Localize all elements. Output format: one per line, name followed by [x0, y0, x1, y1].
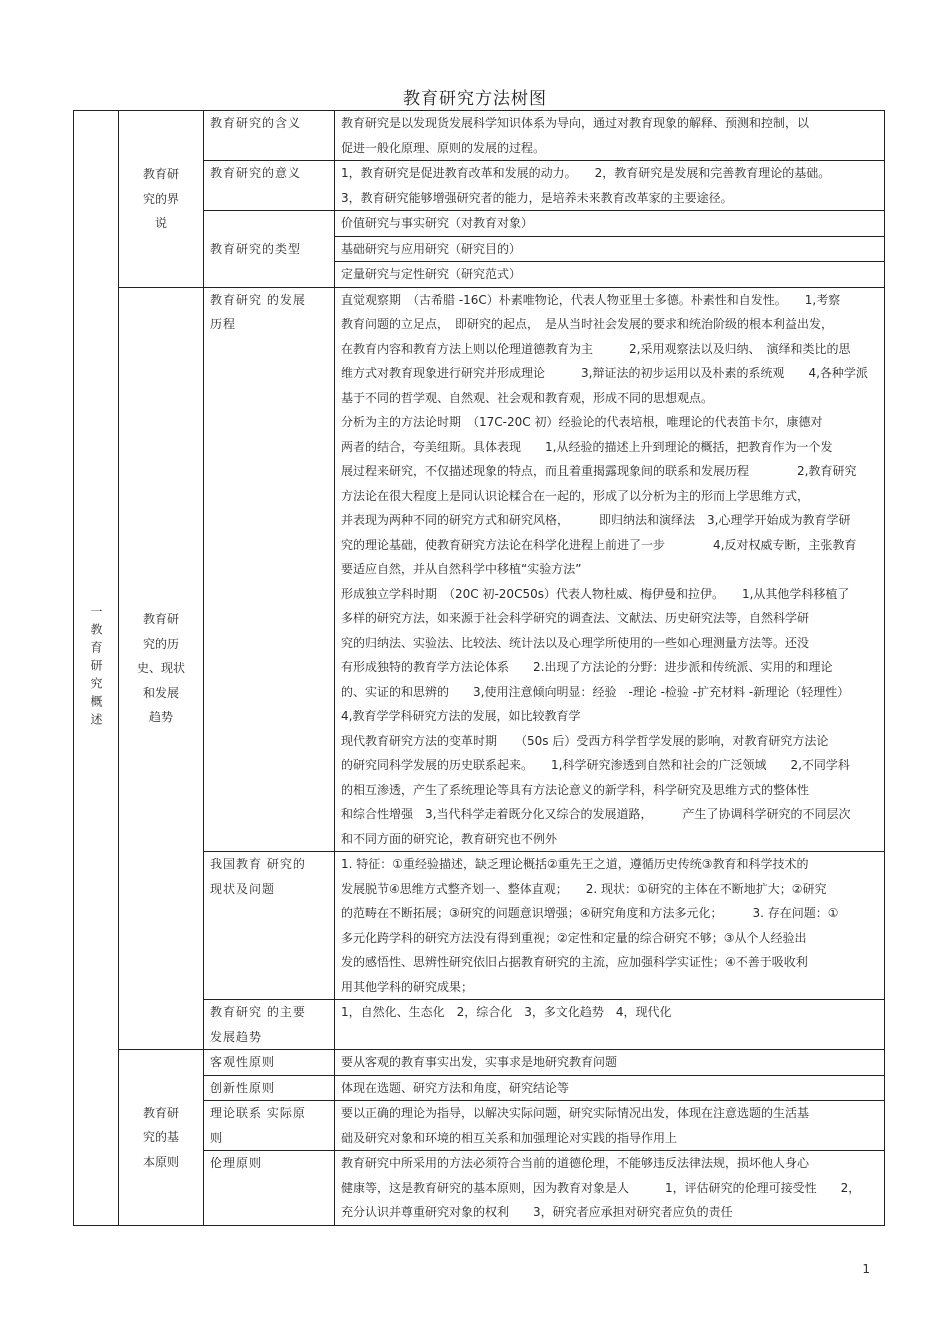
content-line: 体现在选题、研究方法和角度，研究结论等 — [341, 1080, 570, 1095]
type-cell — [335, 211, 885, 237]
content-line: 和不同方面的研究论，教育研究也不例外 — [341, 831, 558, 846]
method-tree-table — [73, 110, 885, 1226]
content-line: 的相互渗透，产生了系统理论等具有方法论意义的新学科，科学研究及思维方式的整体性 — [341, 782, 810, 797]
item-label: 理论联系 实际原 — [210, 1106, 306, 1120]
type-line: 基础研究与应用研究（研究目的） — [341, 241, 522, 256]
content-line: 究的归纳法、实验法、比较法、统计法以及心理学所使用的一些如心理测量方法等。还没 — [341, 635, 810, 650]
section-name-line: 教育研 — [142, 1105, 179, 1120]
content-line: 多样的研究方法，如来源于社会科学研究的调查法、文献法、历史研究法等，自然科学研 — [341, 611, 810, 625]
section-name-cell — [119, 1050, 204, 1226]
document-title: 教育研究方法树图 — [403, 89, 547, 109]
content-line: 有形成独特的教育学方法论体系 2.出现了方法论的分野：进步派和传统派、实用的和理论 — [341, 660, 833, 674]
content-line: 在教育内容和教育方法上则以伦理道德教育为主 2,采用观察法以及归纳、 演绎和类比的思 — [341, 341, 851, 356]
page-number: 1 — [862, 1262, 870, 1276]
content-line: 1，自然化、生态化 2，综合化 3，多文化趋势 4，现代化 — [341, 1005, 672, 1019]
level1-cell — [74, 111, 119, 1226]
item-label: 教育研究的意义 — [210, 166, 302, 180]
section-name-line: 趋势 — [148, 710, 173, 724]
section-name-line: 史、现状 — [136, 661, 185, 675]
content-line: 础及研究对象和环境的相互关系和加强理论对实践的指导作用上 — [341, 1130, 678, 1145]
section-name-line: 教育研 — [142, 612, 179, 626]
item-label: 教育研究 的发展 — [210, 292, 306, 307]
item-label-cell — [204, 1075, 335, 1101]
section-name-line: 究的历 — [142, 636, 179, 651]
item-label-cell — [204, 852, 335, 1000]
content-line: 的研究同科学发展的历史联系起来。 1,科学研究渗透到自然和社会的广泛领域 2,不同学科 — [341, 758, 850, 772]
content-line: 促进一般化原理、原则的发展的过程。 — [341, 140, 546, 155]
section-name-line: 究的基 — [142, 1130, 179, 1144]
item-label: 伦理原则 — [210, 1156, 263, 1170]
content-line: 教育研究中所采用的方法必须符合当前的道德伦理，不能够违反法律法规，损坏他人身心 — [341, 1156, 810, 1170]
item-content-cell — [335, 1151, 885, 1226]
section-name-cell — [119, 111, 204, 288]
content-line: 发展脱节④思维方式整齐划一、整体直观； 2. 现状：①研究的主体在不断地扩大；②研究 — [341, 881, 827, 896]
content-line: 维方式对教育现象进行研究并形成理论 3,辩证法的初步运用以及朴素的系统观 4,各种学派 — [341, 366, 868, 380]
content-line: 现代教育研究方法的变革时期 （50s 后）受西方科学哲学发展的影响，对教育研究方法论 — [341, 733, 829, 748]
content-line: 并表现为两种不同的研究方式和研究风格， 即归纳法和演绎法 3,心理学开始成为教育学研 — [341, 513, 851, 527]
item-content-cell — [335, 287, 885, 852]
item-content-cell — [335, 1000, 885, 1050]
content-line: 多元化跨学科的研究方法没有得到重视；②定性和定量的综合研究不够；③从个人经验出 — [341, 930, 807, 945]
item-label: 教育研究的含义 — [210, 116, 302, 130]
item-label: 我国教育 研究的 — [210, 857, 306, 871]
item-content-cell — [335, 1075, 885, 1101]
section-name-line: 说 — [154, 216, 167, 230]
item-label-cell — [204, 287, 335, 852]
content-line: 两者的结合，夸美纽斯。具体表现 1,从经验的描述上升到理论的概括，把教育作为一个发 — [341, 439, 833, 454]
content-line: 要从客观的教育事实出发，实事求是地研究教育问题 — [341, 1055, 618, 1069]
item-label: 则 — [210, 1130, 224, 1145]
item-label: 客观性原则 — [210, 1055, 276, 1069]
content-line: 基于不同的哲学观、自然观、社会观和教育观，形成不同的思想观点。 — [341, 390, 714, 405]
item-label-cell — [204, 1000, 335, 1050]
type-cell — [335, 262, 885, 288]
section-name-cell — [119, 287, 204, 1050]
level1-label: 一教育研究概述 — [89, 604, 103, 731]
content-line: 究的理论基础，使教育研究方法论在科学化进程上前进了一步 4,反对权威专断，主张教育 — [341, 537, 857, 552]
item-label: 创新性原则 — [210, 1080, 276, 1095]
content-line: 用其他学科的研究成果； — [341, 979, 474, 994]
content-line: 教育问题的立足点， 即研究的起点， 是从当时社会发展的要求和统治阶级的根本利益出发， — [341, 317, 834, 331]
content-line: 和综合性增强 3,当代科学走着既分化又综合的发展道路， 产生了协调科学研究的不同层次 — [341, 807, 851, 821]
item-label-cell — [204, 1151, 335, 1226]
item-label-cell — [204, 111, 335, 161]
content-line: 的、实证的和思辨的 3,使用注意倾向明显：经验 -理论 -检验 -扩充材料 -新理论（轻理性） — [341, 684, 850, 699]
content-line: 分析为主的方法论时期 （17C-20C 初）经验论的代表培根，唯理论的代表笛卡尔，康德对 — [341, 415, 823, 429]
item-label: 教育研究的类型 — [210, 241, 302, 256]
item-label-cell — [204, 211, 335, 288]
item-label: 发展趋势 — [210, 1029, 263, 1044]
type-line: 定量研究与定性研究（研究范式） — [341, 267, 522, 281]
type-cell — [335, 236, 885, 262]
content-line: 方法论在很大程度上是同认识论糅合在一起的，形成了以分析为主的形而上学思维方式， — [341, 488, 810, 503]
content-line: 要以正确的理论为指导，以解决实际问题，研究实际情况出发，体现在注意选题的生活基 — [341, 1106, 810, 1120]
content-line: 发的感悟性、思辨性研究依旧占据教育研究的主流，应加强科学实证性；④不善于吸收利 — [341, 955, 808, 969]
item-label-cell — [204, 1050, 335, 1076]
content-line: 的范畴在不断拓展；③研究的问题意识增强；④研究角度和方法多元化； 3. 存在问题：① — [341, 906, 839, 920]
item-label-cell — [204, 161, 335, 211]
type-line: 价值研究与事实研究（对教育对象） — [341, 216, 534, 230]
section-name-line: 究的界 — [142, 191, 179, 206]
item-label: 教育研究 的主要 — [210, 1005, 306, 1019]
content-line: 健康等，这是教育研究的基本原则，因为教育对象是人 1，评估研究的伦理可接受性 2， — [341, 1180, 861, 1195]
item-label: 现状及问题 — [210, 881, 276, 896]
item-content-cell — [335, 161, 885, 211]
content-line: 教育研究是以发现货发展科学知识体系为导向，通过对教育现象的解释、预测和控制，以 — [341, 116, 810, 130]
content-line: 要适应自然，并从自然科学中移植“实验方法” — [341, 562, 582, 576]
item-content-cell — [335, 852, 885, 1000]
content-line: 充分认识并尊重研究对象的权利 3，研究者应承担对研究者应负的责任 — [341, 1205, 733, 1219]
section-name-line: 和发展 — [142, 685, 179, 700]
content-line: 3，教育研究能够增强研究者的能力，是培养未来教育改革家的主要途径。 — [341, 190, 733, 205]
content-line: 4,教育学学科研究方法的发展，如比较教育学 — [341, 709, 581, 723]
content-line: 1. 特征：①重经验描述，缺乏理论概括②重先王之道，遵循历史传统③教育和科学技术的 — [341, 857, 809, 871]
section-name-line: 教育研 — [142, 167, 179, 181]
item-content-cell — [335, 111, 885, 161]
item-content-cell — [335, 1101, 885, 1151]
item-content-cell — [335, 1050, 885, 1076]
content-line: 直觉观察期 （古希腊 -16C）朴素唯物论，代表人物亚里士多德。朴素性和自发性。 1,考察 — [341, 292, 841, 307]
content-line: 形成独立学科时期 （20C 初-20C50s）代表人物杜威、梅伊曼和拉伊。 1,从其他学科移植了 — [341, 586, 850, 601]
content-line: 展过程来研究，不仅描述现象的特点，而且着重揭露现象间的联系和发展历程 2,教育研究 — [341, 464, 857, 478]
item-label-cell — [204, 1101, 335, 1151]
section-name-line: 本原则 — [142, 1154, 179, 1169]
item-label: 历程 — [210, 317, 237, 331]
content-line: 1，教育研究是促进教育改革和发展的动力。 2，教育研究是发展和完善教育理论的基础。 — [341, 166, 831, 180]
